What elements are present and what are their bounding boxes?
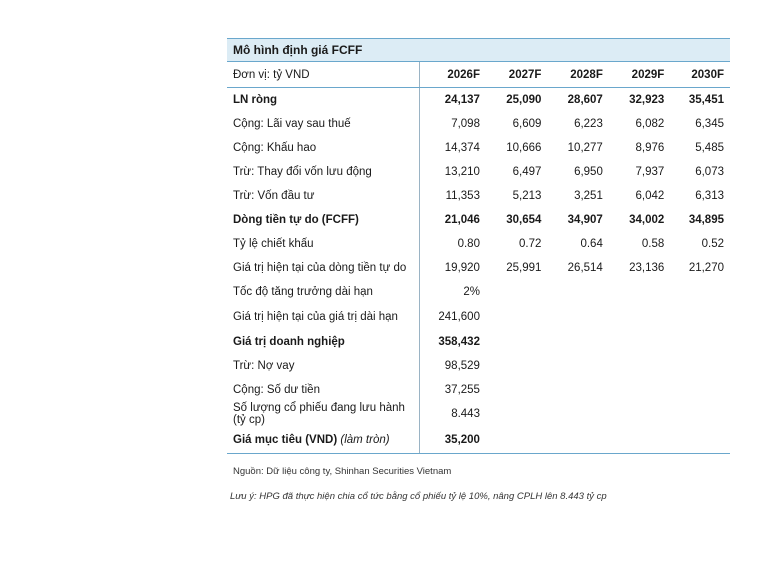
cell: 32,923 (629, 94, 665, 106)
cell: 6,073 (695, 166, 724, 178)
cell: 13,210 (420, 160, 486, 184)
cell: 28,607 (567, 94, 603, 106)
cell: 6,313 (695, 190, 724, 202)
cell: 25,991 (506, 262, 542, 274)
cell: 6,042 (635, 190, 665, 202)
cell: 35,200 (420, 426, 486, 454)
cell: 10,277 (567, 142, 603, 154)
row-label: Cộng: Khấu hao (233, 142, 317, 154)
row-label: Cộng: Số dư tiền (233, 384, 320, 396)
cell: 30,654 (506, 214, 542, 226)
cell: 21,270 (688, 262, 724, 274)
cell: 6,950 (574, 166, 603, 178)
cell: 7,098 (420, 112, 486, 136)
row-label: Trừ: Nợ vay (233, 360, 295, 372)
table-row (227, 136, 730, 160)
table-row (227, 208, 730, 232)
table-title: Mô hình định giá FCFF (227, 38, 730, 62)
row-label: LN ròng (233, 94, 278, 106)
row-label: Số lượng cổ phiếu đang lưu hành (tỷ cp) (233, 402, 405, 426)
cell: 34,895 (688, 214, 724, 226)
cell: 37,255 (420, 378, 486, 402)
table-row (227, 280, 730, 304)
cell: 6,223 (574, 118, 603, 130)
row-label (227, 426, 420, 454)
row-label: Tốc độ tăng trưởng dài hạn (233, 286, 373, 298)
cell: 14,374 (420, 136, 486, 160)
cell: 6,082 (635, 118, 665, 130)
row-label: Trừ: Vốn đầu tư (233, 190, 315, 202)
valuation-table (227, 38, 730, 454)
row-label: Cộng: Lãi vay sau thuế (233, 118, 351, 130)
cell: 8,976 (635, 142, 665, 154)
table-row (227, 378, 730, 402)
header-row (227, 62, 730, 88)
year-header: 2030F (670, 62, 730, 88)
cell: 3,251 (574, 190, 603, 202)
year-header: 2027F (486, 62, 547, 88)
cell: 34,002 (629, 214, 665, 226)
cell: 35,451 (688, 94, 724, 106)
table-row (227, 402, 730, 426)
table-row (227, 184, 730, 208)
unit-label: Đơn vị: tỷ VND (227, 62, 420, 88)
row-label-main: Giá mục tiêu (VND) (233, 433, 338, 446)
table-row (227, 426, 730, 454)
cell: 24,137 (420, 88, 486, 113)
cell: 6,345 (695, 118, 724, 130)
cell: 6,497 (512, 166, 542, 178)
table-row (227, 330, 730, 354)
source-note: Nguồn: Dữ liệu công ty, Shinhan Securities Vietnam (233, 466, 452, 477)
cell: 8.443 (420, 402, 486, 426)
cell: 98,529 (420, 354, 486, 378)
cell: 21,046 (420, 208, 486, 232)
fcff-table (227, 62, 730, 454)
row-label: Dòng tiền tự do (FCFF) (233, 214, 359, 226)
cell: 34,907 (567, 214, 603, 226)
cell: 0.52 (701, 238, 724, 250)
table-row (227, 232, 730, 256)
row-label: Giá trị hiện tại của dòng tiền tự do (233, 262, 407, 274)
cell: 6,609 (512, 118, 542, 130)
table-row (227, 88, 730, 113)
table-row (227, 160, 730, 184)
cell: 2% (420, 280, 486, 304)
row-label-suffix: (làm tròn) (340, 433, 390, 446)
cell: 0.58 (641, 238, 665, 250)
cell: 19,920 (420, 256, 486, 280)
table-row (227, 304, 730, 330)
cell: 23,136 (629, 262, 665, 274)
cell: 241,600 (420, 304, 486, 330)
row-label: Giá trị hiện tại của giá trị dài hạn (233, 311, 398, 323)
row-label: Trừ: Thay đổi vốn lưu động (233, 166, 372, 178)
cell: 5,213 (512, 190, 542, 202)
cell: 10,666 (506, 142, 542, 154)
cell: 11,353 (420, 184, 486, 208)
row-label: Giá trị doanh nghiệp (233, 336, 345, 348)
cell: 25,090 (506, 94, 542, 106)
year-header: 2026F (420, 62, 486, 88)
cell: 5,485 (695, 142, 724, 154)
cell: 0.64 (580, 238, 603, 250)
year-header: 2029F (609, 62, 670, 88)
table-row (227, 256, 730, 280)
footnote: Lưu ý: HPG đã thực hiện chia cổ tức bằng cổ phiếu tỷ lệ 10%, nâng CPLH lên 8.443 tỷ cp (230, 491, 607, 502)
table-row (227, 354, 730, 378)
cell: 358,432 (420, 330, 486, 354)
cell: 0.72 (519, 238, 542, 250)
row-label: Tỷ lệ chiết khấu (233, 238, 314, 250)
cell: 0.80 (420, 232, 486, 256)
cell: 26,514 (567, 262, 603, 274)
year-header: 2028F (547, 62, 608, 88)
table-row (227, 112, 730, 136)
cell: 7,937 (635, 166, 665, 178)
